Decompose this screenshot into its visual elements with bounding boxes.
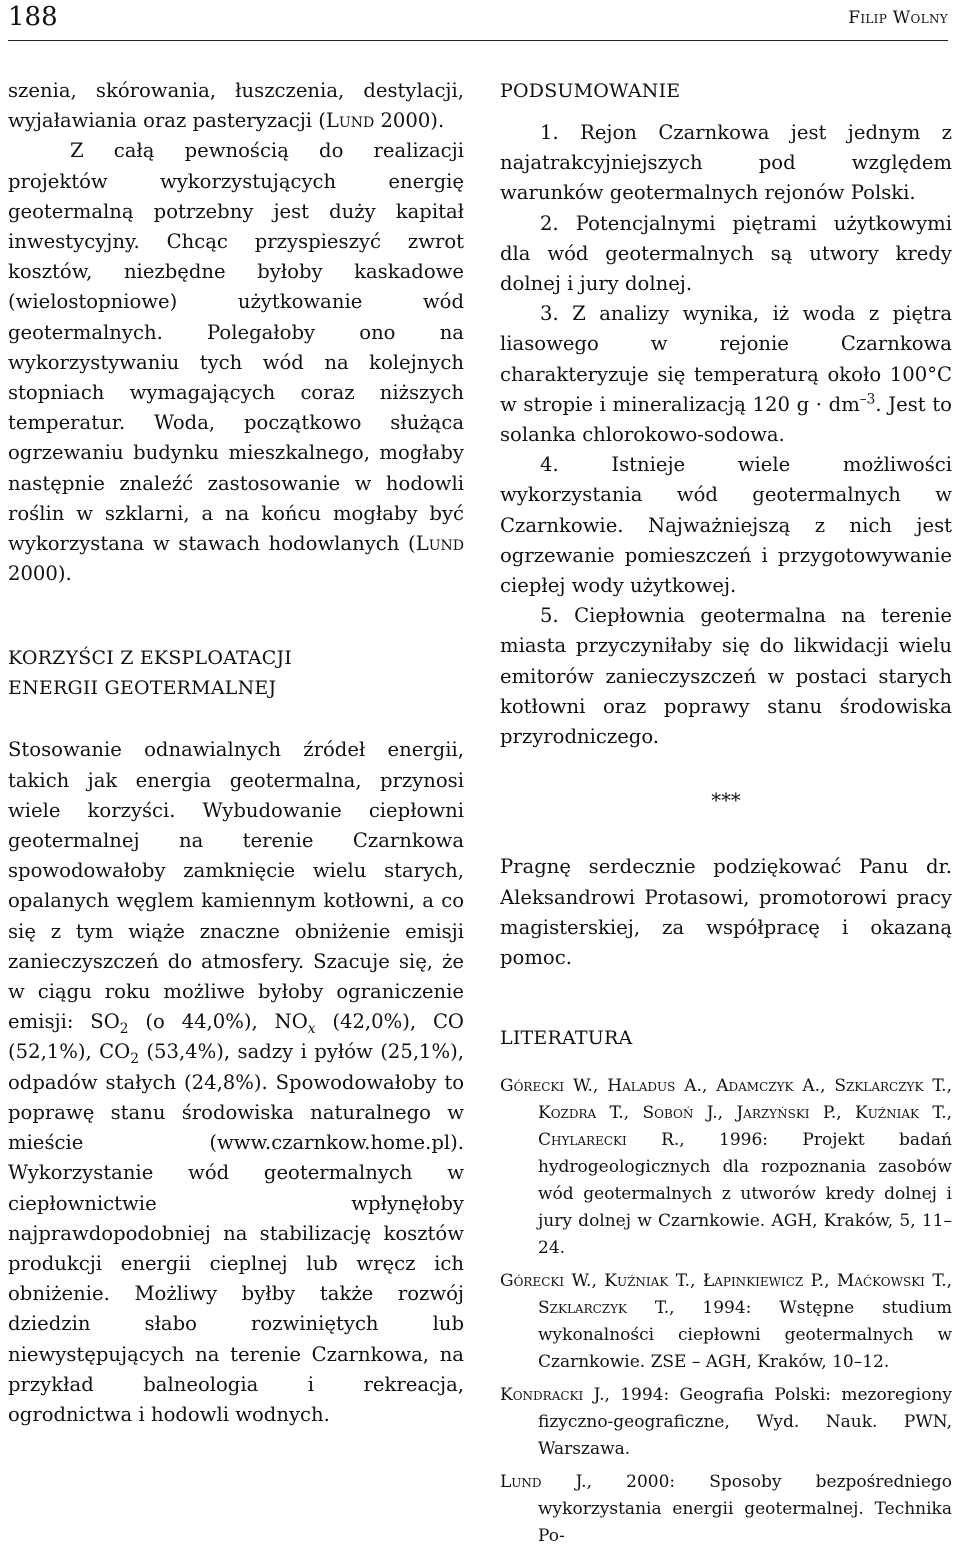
section-heading-literature: LITERATURA	[500, 1027, 633, 1050]
paragraph: Z całą pewnością do realizacji projektów wykorzystujących energię geotermalną potrzebny jest duży kapitał inwestycyjny. Chcąc przyspieszyć zwrot kosztów, niezbędne byłoby kaskadowe (wielostopniowe) użytkowanie wód geotermalnych. Polegałoby ono na wykorzystywaniu tych wód na kolejnych stopniach wymagających coraz niższych temperatur. Woda, początkowo służąca ogrzewaniu budynku mieszkalnego, mogłaby następnie znaleźć zastosowanie w hodowli roślin w szklarni, a na końcu mogłaby być wykorzystana w stawach hodowlanych (Lund 2000).	[8, 139, 464, 586]
summary-point: 3. Z analizy wynika, iż woda z piętra liasowego w rejonie Czarnkowa charakteryzuje się temperaturą około 100°C w stropie i mineralizacją 120 $g \cdot dm^{-3}$. Jest to solanka chlorokowo-sodowa.	[500, 302, 952, 447]
page-header	[8, 0, 948, 41]
summary-point: 5. Ciepłownia geotermalna na terenie miasta przyczyniłaby się do likwidacji wielu emitorów zanieczyszczeń w postaci starych kotłowni oraz poprawy stanu środowiska przyrodniczego.	[500, 604, 952, 749]
section-heading: KORZYŚCI Z EKSPLOATACJI ENERGII GEOTERMALNEJ	[8, 647, 293, 700]
running-head: Filip Wolny	[848, 8, 948, 28]
page-number: 188	[8, 2, 58, 32]
summary-point: 2. Potencjalnymi piętrami użytkowymi dla wód geotermalnych są utwory kredy dolnej i jury dolnej.	[500, 211, 952, 296]
paragraph: szenia, skórowania, łuszczenia, destylacji, wyjaławiania oraz pasteryzacji (Lund 2000).	[8, 79, 464, 133]
acknowledgement: Pragnę serdecznie podziękować Panu dr. Aleksandrowi Protasowi, promotorowi pracy magisterskiej, za współpracę i okazaną pomoc.	[500, 855, 952, 970]
summary-point: 1. Rejon Czarnkowa jest jednym z najatrakcyjniejszych pod względem warunków geotermalnych rejonów Polski.	[500, 121, 952, 205]
section-separator: ***	[711, 789, 741, 813]
reference: Górecki W., Haladus A., Adamczyk A., Szklarczyk T., Kozdra T., Soboń J., Jarzyński P., Kuźniak T., Chylarecki R., 1996: Projekt badań hydrogeologicznych dla rozpoznania zasobów wód geotermalnych z utworów kredy dolnej i jury dolnej w Czarnkowie. AGH, Kraków, 5, 11–24.	[500, 1076, 952, 1259]
left-column	[8, 76, 464, 1430]
section-heading-summary: PODSUMOWANIE	[500, 80, 681, 102]
paragraph: Stosowanie odnawialnych źródeł energii, takich jak energia geotermalna, przynosi wiele korzyści. Wybudowanie ciepłowni geotermalnej na terenie Czarnkowa spowodowałoby zamknięcie wielu starych, opalanych węglem kamiennym kotłowni, a co się z tym wiąże znaczne obniżenie emisji zanieczyszczeń do atmosfery. Szacuje się, że w ciągu roku możliwe byłoby ograniczenie emisji: $SO_2$ (o 44,0%), $NO_x$ (42,0%), CO (52,1%), $CO_2$ (53,4%), sadzy i pyłów (25,1%), odpadów stałych (24,8%). Spowodowałoby to poprawę stanu środowiska naturalnego w mieście (www.czarnkow.home.pl). Wykorzystanie wód geotermalnych w ciepłownictwie wpłynęłoby najprawdopodobniej na stabilizację kosztów produkcji energii cieplnej lub wręcz ich obniżenie. Możliwy byłby także rozwój dziedzin słabo rozwiniętych lub niewystępujących na terenie Czarnkowa, na przykład balneologia i rekreacja, ogrodnictwa i hodowli wodnych.	[8, 738, 465, 1426]
reference: Lund J., 2000: Sposoby bezpośredniego wykorzystania energii geotermalnej. Technika Po-	[500, 1472, 952, 1547]
bibliography	[500, 1073, 952, 1550]
reference: Kondracki J., 1994: Geografia Polski: mezoregiony fizyczno-geograficzne, Wyd. Nauk. PWN, Warszawa.	[500, 1385, 952, 1460]
reference: Górecki W., Kuźniak T., Łapinkiewicz P., Maćkowski T., Szklarczyk T., 1994: Wstępne studium wykonalności ciepłowni geotermalnych w Czarnkowie. ZSE – AGH, Kraków, 10–12.	[500, 1271, 952, 1373]
right-column	[500, 76, 952, 1556]
summary-point: 4. Istnieje wiele możliwości wykorzystania wód geotermalnych w Czarnkowie. Najważniejszą z nich jest ogrzewanie pomieszczeń i przygotowywanie ciepłej wody użytkowej.	[500, 453, 952, 598]
